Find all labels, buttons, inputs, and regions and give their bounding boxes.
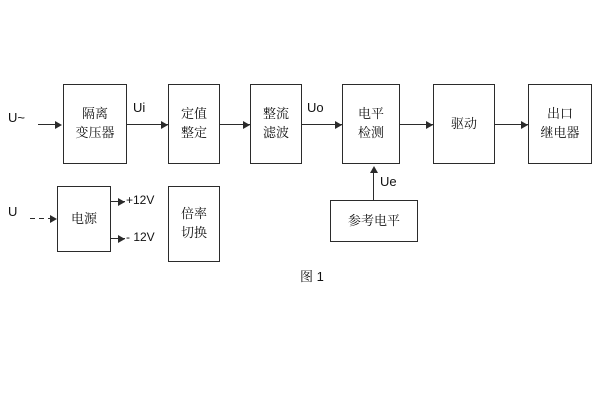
block-isolation-transformer [63,84,127,164]
wire-input-ac [38,124,56,125]
block-output-relay [528,84,592,164]
block-multiplier-switch [168,186,220,262]
arrow-drive-to-relay [521,121,528,129]
block-level-detection-line1: 电平 [357,106,384,122]
ue-label: Ue [380,174,397,189]
uo-label: Uo [307,100,324,115]
block-rectify-filter-line2: 滤波 [262,125,289,140]
block-drive [433,84,495,164]
block-reference-level [330,200,418,242]
ui-label: Ui [133,100,146,115]
plus12v-label: +12V [126,193,155,207]
arrow-ui [161,121,168,129]
figure-caption: 图 1 [300,269,324,284]
block-drive-line1: 驱动 [450,115,477,131]
block-rectify-filter-line1: 整流 [262,106,289,122]
arrow-setting-to-rectify [243,121,250,129]
block-output-relay-line2: 继电器 [540,125,580,140]
block-setting-value [168,84,220,164]
arrow-detection-to-drive [426,121,433,129]
block-power-supply-line1: 电源 [70,210,97,226]
block-level-detection-line2: 检测 [357,125,384,140]
arrow-input-dc [50,215,57,223]
wire-input-dc [30,218,52,219]
arrow-ue [370,166,378,173]
input-dc-label: U [8,204,18,219]
block-isolation-transformer-line2: 变压器 [75,125,115,140]
arrow-uo [335,121,342,129]
block-multiplier-switch-line1: 倍率 [180,206,207,222]
block-output-relay-line1: 出口 [546,106,573,122]
block-rectify-filter [250,84,302,164]
arrow-input-ac [55,121,62,129]
block-reference-level-line1: 参考电平 [347,212,400,228]
block-setting-value-line2: 整定 [180,125,207,140]
input-ac-label: U~ [8,110,25,125]
block-power-supply [57,186,111,252]
block-multiplier-switch-line2: 切换 [180,225,207,240]
block-isolation-transformer-line1: 隔离 [81,106,108,122]
wire-ue [373,172,374,200]
minus12v-label: - 12V [126,230,155,244]
arrow-minus12v [118,235,125,243]
block-level-detection [342,84,400,164]
arrow-plus12v [118,198,125,206]
block-setting-value-line1: 定值 [180,106,207,122]
